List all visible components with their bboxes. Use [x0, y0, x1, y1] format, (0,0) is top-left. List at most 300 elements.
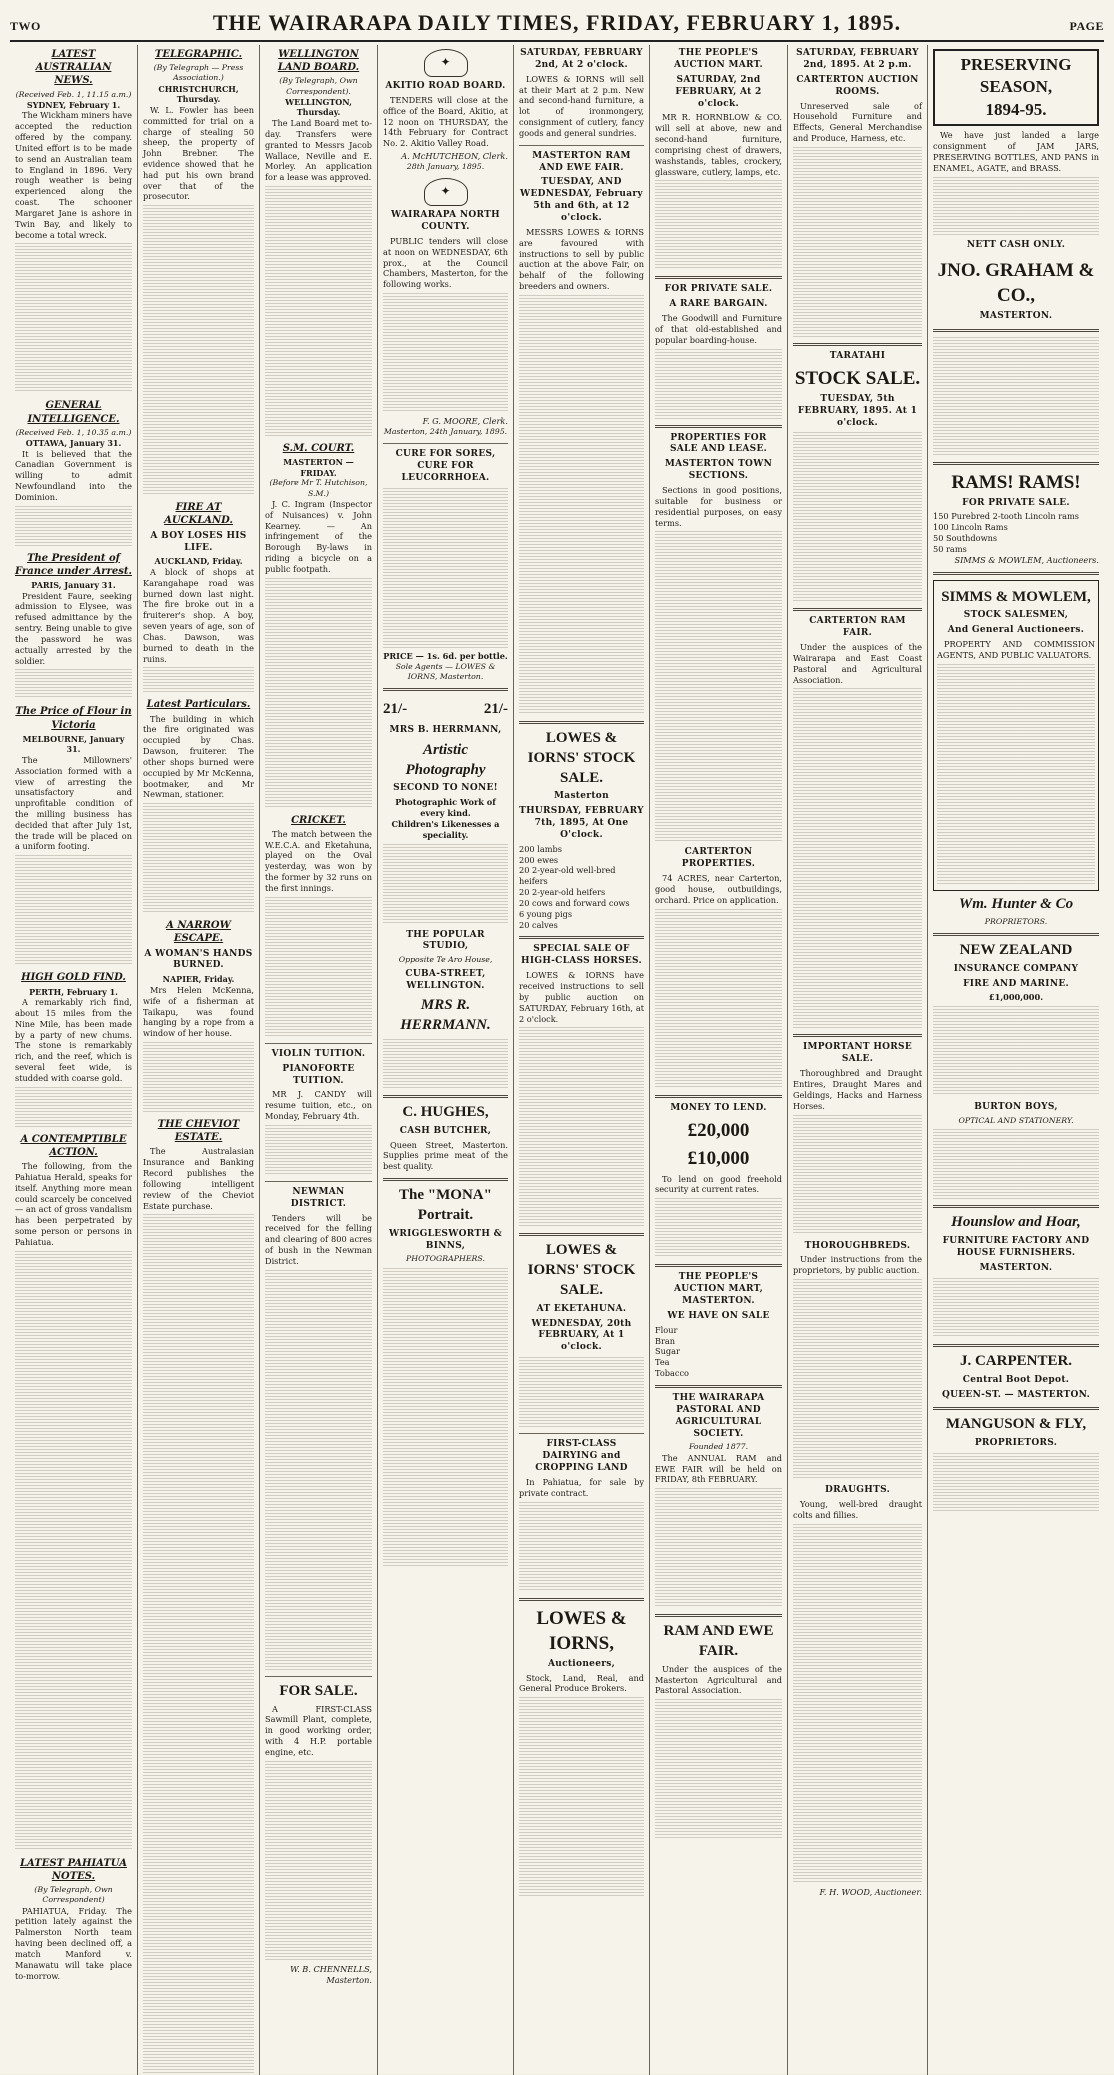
divider — [655, 1385, 782, 1388]
article-body: PAHIATUA, Friday. The petition lately against the Palmerston North team having been declined off, a match Manford v. Manawatu will take place to-morrow. — [15, 1905, 132, 1981]
date: TUESDAY, AND WEDNESDAY, February 5th and 6th, at 12 o'clock. — [520, 177, 643, 224]
article-body: LOWES & IORNS have received instructions to sell by public auction on SATURDAY, February 16th, at 2 o'clock. — [519, 970, 644, 1024]
section-heading: WAIRARAPA NORTH COUNTY. — [391, 210, 500, 232]
article-body: MR J. CANDY will resume tuition, etc., on Monday, February 4th. — [265, 1089, 372, 1122]
pahiatua-notes — [15, 1857, 132, 1982]
carterton-properties — [655, 847, 782, 1088]
divider — [655, 1614, 782, 1617]
sub-heading: A BOY LOSES HIS LIFE. — [150, 530, 247, 553]
section-heading: CARTERTON RAM FAIR. — [809, 616, 906, 639]
list-item: Flour — [655, 1324, 678, 1335]
stock-list — [519, 844, 644, 931]
text-filler — [655, 909, 782, 1089]
article-body: MESSRS LOWES & IORNS are favoured with instructions to sell by public auction at the above Fair, on behalf of the following breeders and owners. — [519, 226, 644, 292]
divider — [933, 1407, 1099, 1410]
sub-heading: INSURANCE COMPANY — [953, 963, 1079, 974]
section-heading: DRAUGHTS. — [824, 1485, 890, 1496]
ram-ewe-fair-ad — [655, 1622, 782, 1839]
section-heading: NEWMAN DISTRICT. — [290, 1186, 347, 1209]
section-heading: MASTERTON RAM AND EWE FAIR. — [532, 150, 631, 173]
text-filler — [265, 1270, 372, 1670]
capital: £1,000,000. — [988, 992, 1044, 1003]
masthead-right: PAGE — [1069, 19, 1104, 33]
column-8 — [928, 45, 1104, 2075]
thoroughbreds — [793, 1241, 922, 1480]
sub-heading: A WOMAN'S HANDS BURNED. — [144, 948, 253, 971]
list-item: 100 Lincoln Rams — [933, 522, 1008, 533]
carterton-ram-fair — [793, 616, 922, 1028]
text-filler — [143, 667, 254, 692]
ram-ewe-fair — [519, 151, 644, 715]
president-article — [15, 552, 132, 700]
place: MASTERTON. — [979, 1262, 1053, 1273]
text-filler — [793, 1524, 922, 1884]
section-heading: LOWES & IORNS, — [536, 1607, 627, 1654]
sub-heading: STOCK SALE. — [794, 367, 921, 389]
section-heading: The "MONA" Portrait. — [399, 1187, 492, 1223]
section-heading: The Price of Flour in Victoria — [15, 706, 132, 731]
preserving-body — [933, 130, 1099, 251]
column-4 — [378, 45, 514, 2075]
section-heading: THE POPULAR STUDIO, — [406, 929, 485, 952]
divider — [265, 1181, 372, 1182]
mona-portrait — [383, 1186, 508, 1568]
text-filler — [655, 1198, 782, 1258]
article-body: A remarkably rich find, about 15 miles from the Nine Mile, has been made by a party of new chums. The stone is remarkably rich, and the reef, which is several feet wide, is studded with coarse gold. — [15, 997, 132, 1083]
section-heading: The President of France under Arrest. — [15, 552, 132, 577]
date: 28th January, 1895. — [406, 161, 485, 171]
dateline: WELLINGTON, Thursday. — [285, 96, 352, 118]
founded: Founded 1877. — [688, 1442, 749, 1452]
nz-insurance — [933, 941, 1099, 1096]
text-filler — [383, 293, 508, 413]
divider — [265, 1043, 372, 1044]
telegraphic — [143, 48, 254, 495]
sub-heading: FIRE AND MARINE. — [963, 978, 1069, 989]
price: PRICE — 1s. 6d. per bottle. — [383, 650, 508, 661]
article-body: A block of shops at Karangahape road was burned down last night. The fire broke out in a fruiterer's shop. A boy, seven years of age, son of Chas. Dawson, was burned to death in the ruins. — [143, 566, 254, 664]
text-filler — [143, 1214, 254, 2075]
list-item: 50 Southdowns — [933, 533, 998, 544]
article-body: The ANNUAL RAM and EWE FAIR will be held on FRIDAY, 8th FEBRUARY. — [655, 1452, 782, 1485]
divider — [933, 329, 1099, 332]
divider — [793, 608, 922, 611]
divider — [519, 936, 644, 939]
text-filler — [15, 669, 132, 699]
byline: (By Telegraph, Own Correspondent) — [34, 1885, 113, 1905]
article-body: Under the auspices of the Masterton Agricultural and Pastoral Association. — [655, 1663, 782, 1696]
text-filler — [655, 531, 782, 841]
section-heading: FOR PRIVATE SALE. — [664, 284, 773, 295]
section-heading: S.M. COURT. — [282, 443, 355, 454]
section-heading: THE PEOPLE'S AUCTION MART. — [674, 48, 763, 70]
article-body: The match between the W.E.C.A. and Eketahuna, played on the Oval yesterday, was won by the former by 32 runs on the first innings. — [265, 828, 372, 893]
hughes-butcher — [383, 1103, 508, 1172]
text-filler — [655, 1488, 782, 1608]
divider — [519, 1433, 644, 1434]
section-heading: Wm. Hunter & Co — [958, 895, 1074, 912]
section-heading: LATEST PAHIATUA NOTES. — [20, 1857, 127, 1882]
sub-heading: CASH BUTCHER, — [399, 1125, 492, 1136]
section-heading: THE PEOPLE'S AUCTION MART, MASTERTON. — [673, 1272, 764, 1307]
text-filler — [383, 844, 508, 924]
for-sale-ad — [265, 1682, 372, 1986]
divider — [519, 1233, 644, 1236]
article-body: Thoroughbred and Draught Entires, Draught Mares and Geldings, Hacks and Harness Horses. — [793, 1068, 922, 1111]
article-body: Tenders will be received for the felling and clearing of 800 acres of bush in the Newman District. — [265, 1212, 372, 1266]
column-2 — [138, 45, 260, 2075]
sub-heading: PIANOFORTE TUITION. — [282, 1063, 355, 1086]
dateline: NAPIER, Friday. — [162, 974, 235, 985]
section-heading: LATEST AUSTRALIAN NEWS. — [35, 49, 112, 87]
graham-co — [933, 258, 1099, 323]
sub-heading: Auctioneers, — [547, 1658, 616, 1669]
article-body: The Millowners' Association formed with a view of arresting the unsatisfactory and unprofitable condition of the milling business has decided that after July 1st, the trade will be placed on a uniform footing. — [15, 754, 132, 852]
general-intelligence — [15, 399, 132, 545]
simms-mowlem — [933, 580, 1099, 891]
masthead — [10, 10, 1104, 42]
photographer-name: MRS B. HERRMANN, — [389, 724, 502, 735]
agents: Sole Agents — LOWES & IORNS, Masterton. — [395, 661, 496, 681]
divider — [655, 425, 782, 428]
pastoral-society — [655, 1393, 782, 1608]
article-body: In Pahiatua, for sale by private contract. — [519, 1476, 644, 1498]
sub-heading: A RARE BARGAIN. — [669, 299, 768, 310]
list-item: 20 cows and forward cows — [519, 897, 630, 908]
text-filler — [265, 186, 372, 436]
list-item: Tea — [655, 1357, 670, 1368]
signature: F. H. WOOD, Auctioneer. — [819, 1886, 922, 1897]
saturday-sale — [519, 48, 644, 139]
special-horse-sale — [519, 944, 644, 1227]
dateline: OTTAWA, January 31. — [25, 437, 122, 448]
service-line: Children's Likenesses a speciality. — [391, 818, 500, 840]
section-heading: Latest Particulars. — [146, 699, 251, 711]
article-body: J. C. Ingram (Inspector of Nuisances) v. John Kearney. — An infringement of the Borough By-laws in riding a bicycle on a public footpath. — [265, 498, 372, 574]
text-filler — [265, 1125, 372, 1175]
escape-article — [143, 919, 254, 1112]
article-body: Young, well-bred draught colts and fillies. — [793, 1498, 922, 1520]
land-board — [265, 48, 372, 436]
signature: A. McHUTCHEON, Clerk. — [401, 151, 508, 162]
article-body: PROPERTY AND COMMISSION AGENTS, AND PUBLIC VALUATORS. — [937, 639, 1095, 660]
newman-district — [265, 1187, 372, 1670]
masthead-left: TWO — [10, 19, 41, 33]
popular-studio — [383, 930, 508, 1089]
section-heading: HIGH GOLD FIND. — [21, 972, 126, 984]
sm-court — [265, 442, 372, 808]
text-filler — [143, 205, 254, 495]
taratahi-stock-sale — [793, 351, 922, 603]
latest-australian-news — [15, 48, 132, 393]
divider — [655, 276, 782, 279]
date: TUESDAY, 5th FEBRUARY, 1895. At 1 o'clock. — [797, 393, 918, 428]
stock-sale-eketahuna — [519, 1241, 644, 1427]
article-body: MR R. HORNBLOW & CO. will sell at above, new and second-hand furniture, comprising chest of drawers, washstands, tables, crockery, glassware, cutlery, lamps, etc. — [655, 112, 782, 177]
price-row — [383, 696, 508, 722]
text-filler — [15, 1087, 132, 1127]
sub-heading: STOCK SALESMEN, — [963, 610, 1069, 621]
section-heading: BURTON BOYS, — [974, 1102, 1058, 1113]
section-heading: A CONTEMPTIBLE ACTION. — [20, 1133, 127, 1158]
list-item: 200 ewes — [519, 854, 559, 865]
article-body: Under the auspices of the Wairarapa and East Coast Pastoral and Agricultural Association. — [793, 642, 922, 685]
article-body: 74 ACRES, near Carterton, good house, outbuildings, orchard. Price on application. — [655, 873, 782, 905]
text-filler — [265, 1761, 372, 1961]
column-6 — [650, 45, 788, 2075]
dateline: PARIS, January 31. — [31, 580, 116, 591]
text-filler — [519, 1027, 644, 1227]
divider — [933, 572, 1099, 575]
text-filler — [933, 1006, 1099, 1096]
service-line: Photographic Work of every kind. — [395, 797, 496, 819]
crest-icon: ✦ — [424, 49, 468, 77]
text-filler — [519, 1697, 644, 1897]
section-heading: A NARROW ESCAPE. — [166, 920, 231, 945]
text-filler — [933, 1129, 1099, 1199]
text-filler — [933, 1453, 1099, 1513]
divider — [655, 1095, 782, 1098]
byline: (By Telegraph, Own Correspondent). — [279, 76, 358, 96]
article-body: The Land Board met to-day. Transfers were granted to Messrs Jacob Wallace, Neville and E. Morley. An application for a lease was approved. — [265, 118, 372, 183]
money-to-lend — [655, 1103, 782, 1259]
section-heading: PRESERVING SEASON, — [960, 55, 1072, 97]
text-filler — [383, 1039, 508, 1089]
section-heading: SPECIAL SALE OF HIGH-CLASS HORSES. — [521, 944, 642, 967]
stock-sale — [519, 729, 644, 931]
byline: (Received Feb. 1, 10.35 a.m.) — [15, 427, 132, 437]
fire-article — [143, 501, 254, 692]
divider — [519, 145, 644, 146]
signature: F. G. MOORE, Clerk. — [422, 416, 508, 427]
date: Masterton, 24th January, 1895. — [383, 426, 508, 436]
price-right: 21/- — [483, 701, 508, 718]
section-heading: AKITIO ROAD BOARD. — [385, 81, 506, 91]
article-body: The Australasian Insurance and Banking Record publishes the following intelligent review of the Cheviot Estate purchase. — [143, 1146, 254, 1211]
section-heading: MONEY TO LEND. — [670, 1102, 767, 1113]
divider — [655, 1264, 782, 1267]
section-heading: TELEGRAPHIC. — [154, 49, 243, 60]
cure-ad — [383, 449, 508, 682]
draughts — [793, 1485, 922, 1897]
divider — [519, 721, 644, 724]
byline: (Received Feb. 1, 11.15 a.m.) — [15, 89, 132, 99]
photographer-name: WRIGGLESWORTH & BINNS, — [388, 1228, 503, 1251]
article-body: Mrs Helen McKenna, wife of a fisherman at Taikapu, was found hanging by a rope from a window of her house. — [143, 984, 254, 1039]
gold-article — [15, 971, 132, 1126]
article-body: The Wickham miners have accepted the reduction offered by the company. United effort is to be made to send an Australian team to England in 1896. Very rough weather is being experienced along the coast. The schooner Margaret Jane is ashore in Twin Bay, and likely to become a total wreck. — [15, 110, 132, 240]
text-filler — [143, 803, 254, 913]
north-county — [383, 210, 508, 437]
dateline: CHRISTCHURCH, Thursday. — [158, 83, 239, 105]
section-heading: CARTERTON PROPERTIES. — [681, 847, 756, 870]
artistic-photography: Artistic Photography — [405, 741, 486, 778]
list-item: Tobacco — [655, 1368, 689, 1379]
newspaper-title: THE WAIRARAPA DAILY TIMES, FRIDAY, FEBRUARY 1, 1895. — [212, 10, 902, 35]
sub-heading: PROPRIETORS. — [984, 916, 1048, 926]
cricket — [265, 814, 372, 1037]
sub-heading: PROPRIETORS. — [974, 1438, 1058, 1449]
section-heading: FOR SALE. — [279, 1682, 358, 1699]
list-item: 200 lambs — [519, 843, 562, 854]
columns — [10, 45, 1104, 2075]
divider — [933, 933, 1099, 936]
divider — [265, 1676, 372, 1677]
date: SATURDAY, FEBRUARY 2nd, At 2 o'clock. — [520, 48, 643, 70]
dateline: PERTH, February 1. — [29, 986, 118, 997]
section-heading: FIRST-CLASS DAIRYING and CROPPING LAND — [535, 1439, 628, 1473]
place: QUEEN-ST. — MASTERTON. — [941, 1389, 1091, 1400]
section-heading: CURE FOR SORES, CURE FOR LEUCORRHOEA. — [395, 449, 496, 483]
divider — [933, 1344, 1099, 1347]
list-item: 20 calves — [519, 919, 558, 930]
section-heading: RAM AND EWE FAIR. — [663, 1623, 774, 1660]
text-filler — [655, 1699, 782, 1839]
text-filler — [793, 432, 922, 602]
article-body: W. L. Fowler has been committed for trial on a charge of stealing 50 sheep, the property of John Brebner. The evidence showed that he had put his own brand over that of the prosecutor. — [143, 104, 254, 202]
divider — [793, 1034, 922, 1037]
section-heading: TARATAHI — [829, 350, 886, 361]
price-left: 21/- — [383, 701, 408, 718]
manguson-fly — [933, 1415, 1099, 1513]
divider — [793, 343, 922, 346]
lowes-iorns-auctioneers — [519, 1606, 644, 1898]
divider — [383, 443, 508, 444]
section-heading: LOWES & IORNS' STOCK SALE. — [527, 1242, 636, 1298]
section-heading: RAMS! RAMS! — [951, 471, 1081, 493]
latest-particulars — [143, 698, 254, 913]
date: WEDNESDAY, 20th FEBRUARY, At 1 o'clock. — [531, 1318, 632, 1353]
divider — [383, 1095, 508, 1098]
text-filler — [143, 1042, 254, 1112]
divider — [383, 1178, 508, 1181]
section-heading: IMPORTANT HORSE SALE. — [802, 1042, 913, 1065]
section-heading: THE CHEVIOT ESTATE. — [157, 1119, 240, 1144]
mart-on-sale — [655, 1272, 782, 1379]
list-item: 20 2-year-old well-bred heifers — [519, 865, 616, 887]
article-body: To lend on good freehold security at current rates. — [655, 1173, 782, 1195]
section-heading: SIMMS & MOWLEM, — [941, 588, 1091, 605]
text-filler — [265, 578, 372, 808]
tagline: SECOND TO NONE! — [393, 783, 498, 794]
list-item: 20 2-year-old heifers — [519, 887, 606, 898]
text-filler — [519, 1357, 644, 1427]
article-body: PUBLIC tenders will close at noon on WEDNESDAY, 6th prox., at the Council Chambers, Masterton, for the following works. — [383, 235, 508, 290]
article-body: Unreserved sale of Household Furniture and Effects, General Merchandise and Produce, Harness, etc. — [793, 100, 922, 143]
terms: NETT CASH ONLY. — [966, 239, 1066, 250]
list-item: Bran — [655, 1335, 676, 1346]
list-item: 150 Purebred 2-tooth Lincoln rams — [933, 511, 1080, 522]
private-sale — [655, 284, 782, 418]
date: SATURDAY, FEBRUARY 2nd, 1895. At 2 p.m. — [796, 48, 919, 70]
flour-article — [15, 705, 132, 965]
signature: W. B. CHENNELLS, Masterton. — [290, 1963, 372, 1985]
dateline: MELBOURNE, January 31. — [22, 733, 125, 755]
column-7 — [788, 45, 928, 2075]
divider — [933, 1205, 1099, 1208]
studio-owner: MRS R. HERRMANN. — [400, 997, 491, 1034]
article-body: It is believed that the Canadian Government is willing to admit Newfoundland into the Dominion. — [15, 448, 132, 502]
cheviot-article — [143, 1118, 254, 2075]
section-heading: MANGUSON & FLY, — [945, 1416, 1087, 1433]
herrmann-photography — [383, 696, 508, 923]
date: SATURDAY, 2nd FEBRUARY, At 2 o'clock. — [675, 74, 762, 109]
section-heading: THOROUGHBREDS. — [804, 1240, 911, 1251]
years: 1894-95. — [985, 99, 1047, 119]
article-body: TENDERS will close at the office of the Board, Akitio, at 12 noon on THURSDAY, the 14th February for Contract No. 2. Akitio Valley Road. — [383, 94, 508, 149]
section-heading: C. HUGHES, — [402, 1103, 489, 1120]
list-item: Sugar — [655, 1346, 680, 1357]
article-body: LOWES & IORNS will sell at their Mart at 2 p.m. New and second-hand furniture, a lot of ironmongery, consignment of cutlery, fancy goods and general sundries. — [519, 73, 644, 138]
section-heading: NEW ZEALAND — [959, 941, 1073, 958]
hunter-co — [933, 895, 1099, 927]
article-body: Under instructions from the proprietors, by public auction. — [793, 1254, 922, 1276]
text-filler — [933, 337, 1099, 457]
sub-heading: FURNITURE FACTORY AND HOUSE FURNISHERS. — [942, 1236, 1090, 1259]
loan-amount: £20,000 — [687, 1119, 750, 1141]
section-heading: FIRE AT AUCKLAND. — [164, 502, 233, 527]
divider — [519, 1598, 644, 1601]
section-heading: VIOLIN TUITION. — [271, 1048, 366, 1059]
text-filler — [15, 243, 132, 393]
dateline: SYDNEY, February 1. — [26, 99, 121, 110]
text-filler — [655, 180, 782, 270]
section-heading: GENERAL INTELLIGENCE. — [27, 400, 120, 425]
article-body: A FIRST-CLASS Sawmill Plant, complete, in good working order, with 4 H.P. portable engine, etc. — [265, 1703, 372, 1757]
article-body: Stock, Land, Real, and General Produce Brokers. — [519, 1672, 644, 1694]
important-horse-sale — [793, 1042, 922, 1234]
article-body: The Goodwill and Furniture of that old-established and popular boarding-house. — [655, 313, 782, 345]
text-filler — [793, 147, 922, 337]
crest-icon: ✦ — [424, 178, 468, 206]
sub-heading: OPTICAL AND STATIONERY. — [958, 1116, 1074, 1126]
hounslow-hoar — [933, 1213, 1099, 1337]
akitio-road-board — [383, 81, 508, 172]
divider — [383, 688, 508, 691]
article-body: Sections in good positions, suitable for business or residential purposes, on easy terms. — [655, 485, 782, 528]
burton-boys — [933, 1102, 1099, 1199]
text-filler — [15, 855, 132, 965]
section-heading: JNO. GRAHAM & CO., — [937, 259, 1095, 306]
place: Masterton — [554, 791, 609, 802]
column-3 — [260, 45, 378, 2075]
column-5 — [514, 45, 650, 2075]
section-heading: Hounslow and Hoar, — [951, 1214, 1081, 1231]
text-filler — [793, 1115, 922, 1235]
violin-tuition — [265, 1049, 372, 1175]
text-filler — [793, 1279, 922, 1479]
loan-amount: £10,000 — [687, 1147, 750, 1169]
place: AT EKETAHUNA. — [536, 1303, 627, 1314]
sub-heading: Central Boot Depot. — [962, 1374, 1070, 1385]
article-body: We have just landed a large consignment of JAM JARS, PRESERVING BOTTLES, AND PANS in ENAMEL, AGATE, and BRASS. — [933, 130, 1099, 173]
peoples-auction-mart — [655, 48, 782, 270]
sub-heading: PHOTOGRAPHERS. — [406, 1254, 485, 1264]
dateline: AUCKLAND, Friday. — [154, 556, 243, 567]
article-body: Queen Street, Masterton. Supplies prime meat of the best quality. — [383, 1139, 508, 1172]
column-1 — [10, 45, 138, 2075]
text-filler — [793, 688, 922, 1028]
text-filler — [383, 488, 508, 648]
article-body: President Faure, seeking admission to Elysee, was refused admittance by the sentry. Being unable to give the password he was actually arrested by the soldier. — [15, 590, 132, 666]
section-heading: CRICKET. — [291, 814, 346, 826]
text-filler — [15, 506, 132, 546]
rams-sale — [933, 470, 1099, 566]
text-filler — [519, 295, 644, 715]
sub-heading: And General Auctioneers. — [947, 625, 1085, 636]
text-filler — [383, 1268, 508, 1568]
section-heading: THE WAIRARAPA PASTORAL AND AGRICULTURAL SOCIETY. — [672, 1392, 765, 1439]
